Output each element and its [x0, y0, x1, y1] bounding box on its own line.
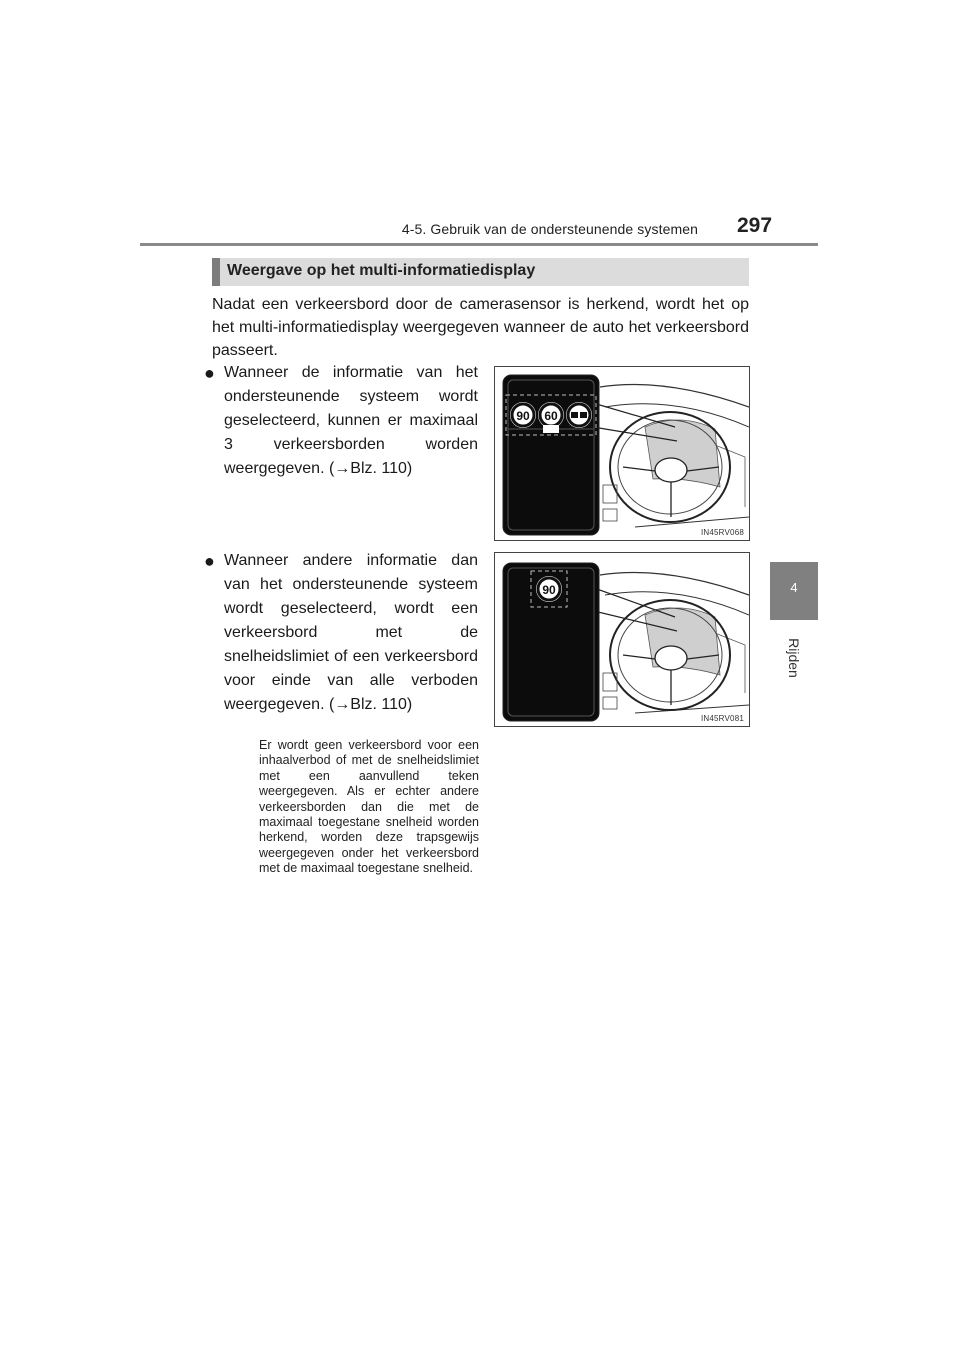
figure-code: IN45RV081: [700, 714, 744, 723]
section-heading-bar: [212, 258, 749, 286]
figure-dashboard-three-signs: [494, 366, 750, 541]
page-number: 297: [737, 214, 773, 237]
chapter-tab-number: 4: [790, 580, 798, 595]
figure-code: IN45RV068: [700, 528, 744, 537]
bullet-item-1: [204, 361, 478, 481]
bullet-icon: ●: [204, 363, 215, 383]
chapter-tab-label: Rijden: [786, 638, 802, 678]
speed-sign-icon: [510, 402, 536, 428]
svg-text:60: 60: [544, 409, 558, 423]
figure-dashboard-single-sign: [494, 552, 750, 727]
chapter-title: 4-5. Gebruik van de ondersteunende systemen: [401, 221, 698, 237]
bullet-text: Wanneer de informatie van het ondersteunende systeem wordt geselecteerd, kunnen er maximaal 3 verkeersborden worden weergegeven. (→Blz. 110): [224, 364, 478, 477]
chapter-tab[interactable]: [770, 562, 818, 620]
speed-sign-icon: [536, 576, 562, 602]
bullet-text: Wanneer andere informatie dan van het ondersteunende systeem wordt geselecteerd, wordt een verkeersbord met de snelheidslimiet of een verkeersbord voor einde van alle verboden weergegeven. (→Blz. 110): [224, 552, 478, 713]
dashboard-illustration: [495, 553, 749, 726]
note-paragraph: Er wordt geen verkeersbord voor een inhaalverbod of met de snelheidslimiet met een aanvullend teken weergegeven. Als er echter andere verkeersborden dan die met de maximaal toegestane snelheid worden herkend, worden deze trapsgewijs weergegeven onder het verkeersbord met de maximaal toegestane snelheid.: [259, 738, 479, 876]
supplementary-sign-icon: [543, 425, 559, 433]
bullet-icon: ●: [204, 551, 215, 571]
bullet-item-2: [204, 549, 478, 717]
dashboard-illustration: [495, 367, 749, 540]
section-heading-accent: [212, 258, 220, 286]
intro-paragraph: Nadat een verkeersbord door de camerasensor is herkend, wordt het op het multi-informatiedisplay weergegeven wanneer de auto het verkeersbord passeert.: [212, 296, 749, 359]
no-overtaking-sign-icon: [566, 402, 592, 428]
section-title: Weergave op het multi-informatiedisplay: [227, 262, 536, 279]
svg-text:90: 90: [516, 409, 530, 423]
speed-sign-icon: [538, 402, 564, 428]
header-rule: [140, 243, 818, 246]
svg-text:90: 90: [542, 583, 556, 597]
